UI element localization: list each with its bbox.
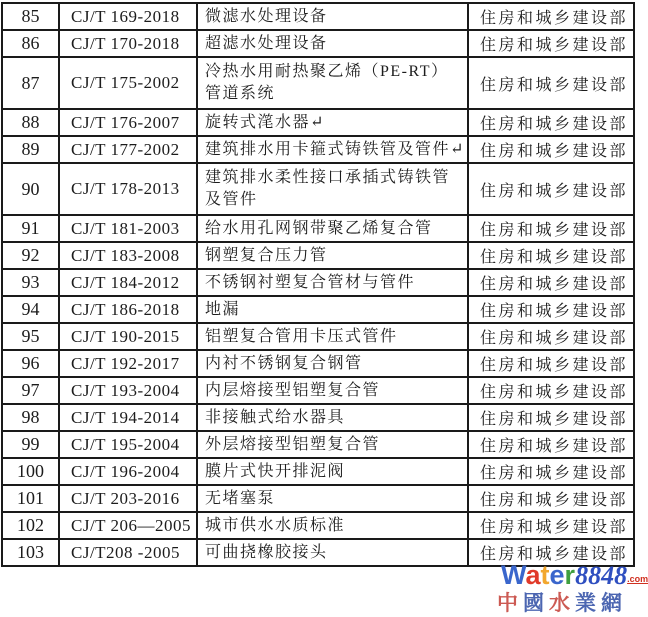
standard-code-cell: CJ/T 203-2016: [59, 485, 197, 512]
table-row: [2, 30, 634, 57]
table-row: [2, 3, 634, 30]
row-number-cell: 101: [2, 485, 59, 512]
authority-cell: 住房和城乡建设部: [468, 3, 634, 30]
table-row: [2, 350, 634, 377]
watermark-logo-letter: e: [549, 560, 565, 590]
watermark-overlay-char: 國: [523, 591, 549, 615]
table-row: [2, 109, 634, 136]
row-number-cell: 89: [2, 136, 59, 163]
authority-cell: 住房和城乡建设部: [468, 136, 634, 163]
row-number-cell: 86: [2, 30, 59, 57]
standard-code-cell: CJ/T 192-2017: [59, 350, 197, 377]
standard-code-cell: CJ/T 175-2002: [59, 57, 197, 109]
scanned-standards-page: [0, 2, 648, 615]
standard-code-cell: CJ/T 183-2008: [59, 242, 197, 269]
authority-cell: 住房和城乡建设部: [468, 539, 634, 566]
standard-code-cell: CJ/T 193-2004: [59, 377, 197, 404]
authority-cell: 住房和城乡建设部: [468, 30, 634, 57]
row-number-cell: 100: [2, 458, 59, 485]
watermark-logo-letter: r: [564, 560, 576, 590]
standard-name-cell: 城市供水水质标准: [197, 512, 468, 539]
standard-code-cell: CJ/T 195-2004: [59, 431, 197, 458]
standard-code-cell: CJ/T 170-2018: [59, 30, 197, 57]
watermark-logo-number: 8848: [575, 561, 628, 590]
row-number-cell: 97: [2, 377, 59, 404]
table-row: [2, 404, 634, 431]
authority-cell: 住房和城乡建设部: [468, 431, 634, 458]
standard-name-cell: 建筑排水柔性接口承插式铸铁管及管件: [197, 163, 468, 215]
standard-name-cell: 不锈钢衬塑复合管材与管件: [197, 269, 468, 296]
row-number-cell: 90: [2, 163, 59, 215]
row-number-cell: 91: [2, 215, 59, 242]
watermark-overlay-char: 業: [575, 591, 601, 615]
standard-name-cell: 超滤水处理设备: [197, 30, 468, 57]
table-row: [2, 242, 634, 269]
row-number-cell: 99: [2, 431, 59, 458]
authority-cell: 住房和城乡建设部: [468, 242, 634, 269]
standard-code-cell: CJ/T 206—2005: [59, 512, 197, 539]
standard-name-cell: 内衬不锈钢复合钢管: [197, 350, 468, 377]
row-number-cell: 96: [2, 350, 59, 377]
standard-code-cell: CJ/T 186-2018: [59, 296, 197, 323]
authority-cell: 住房和城乡建设部: [468, 296, 634, 323]
table-row: [2, 512, 634, 539]
standard-name-cell: 内层熔接型铝塑复合管: [197, 377, 468, 404]
row-number-cell: 103: [2, 539, 59, 566]
table-row: [2, 57, 634, 109]
standard-code-cell: CJ/T 178-2013: [59, 163, 197, 215]
authority-cell: 住房和城乡建设部: [468, 377, 634, 404]
table-row: [2, 485, 634, 512]
standard-name-cell: 给水用孔网钢带聚乙烯复合管: [197, 215, 468, 242]
standard-name-cell: 冷热水用耐热聚乙烯（PE-RT）管道系统: [197, 57, 468, 109]
row-number-cell: 102: [2, 512, 59, 539]
standard-code-cell: CJ/T 181-2003: [59, 215, 197, 242]
standard-name-cell: 旋转式滗水器↵: [197, 109, 468, 136]
table-row: [2, 215, 634, 242]
standard-name-cell: 建筑排水用卡箍式铸铁管及管件↵: [197, 136, 468, 163]
standard-name-cell: 可曲挠橡胶接头: [197, 539, 468, 566]
standard-code-cell: CJ/T 176-2007: [59, 109, 197, 136]
watermark-overlay: [497, 587, 627, 617]
row-number-cell: 94: [2, 296, 59, 323]
standard-code-cell: CJ/T 196-2004: [59, 458, 197, 485]
standard-name-cell: 钢塑复合压力管: [197, 242, 468, 269]
standard-code-cell: CJ/T 194-2014: [59, 404, 197, 431]
authority-cell: 住房和城乡建设部: [468, 215, 634, 242]
standard-code-cell: CJ/T 177-2002: [59, 136, 197, 163]
authority-cell: 住房和城乡建设部: [468, 404, 634, 431]
table-row: [2, 431, 634, 458]
watermark-overlay-char: 網: [601, 591, 627, 615]
watermark-overlay-char: 水: [549, 591, 575, 615]
table-row: [2, 458, 634, 485]
table-row: [2, 269, 634, 296]
authority-cell: 住房和城乡建设部: [468, 57, 634, 109]
standard-code-cell: CJ/T208 -2005: [59, 539, 197, 566]
authority-cell: 住房和城乡建设部: [468, 323, 634, 350]
authority-cell: 住房和城乡建设部: [468, 458, 634, 485]
table-row: [2, 539, 634, 566]
standard-code-cell: CJ/T 169-2018: [59, 3, 197, 30]
table-row: [2, 296, 634, 323]
table-row: [2, 163, 634, 215]
row-number-cell: 92: [2, 242, 59, 269]
standards-table: [1, 2, 635, 567]
standard-name-cell: 地漏: [197, 296, 468, 323]
watermark-logo-letter: W: [501, 560, 526, 590]
table-row: [2, 136, 634, 163]
standard-name-cell: 外层熔接型铝塑复合管: [197, 431, 468, 458]
row-number-cell: 85: [2, 3, 59, 30]
row-number-cell: 93: [2, 269, 59, 296]
row-number-cell: 98: [2, 404, 59, 431]
standard-name-cell: 铝塑复合管用卡压式管件: [197, 323, 468, 350]
table-row: [2, 323, 634, 350]
watermark-logo-letter: a: [525, 560, 541, 590]
standard-name-cell: 微滤水处理设备: [197, 3, 468, 30]
standard-code-cell: CJ/T 190-2015: [59, 323, 197, 350]
authority-cell: 住房和城乡建设部: [468, 485, 634, 512]
authority-cell: 住房和城乡建设部: [468, 512, 634, 539]
standard-name-cell: 无堵塞泵: [197, 485, 468, 512]
row-number-cell: 88: [2, 109, 59, 136]
standards-table-body: [2, 3, 634, 566]
watermark-overlay-char: 中: [497, 591, 523, 615]
row-number-cell: 87: [2, 57, 59, 109]
authority-cell: 住房和城乡建设部: [468, 269, 634, 296]
authority-cell: 住房和城乡建设部: [468, 163, 634, 215]
authority-cell: 住房和城乡建设部: [468, 109, 634, 136]
table-row: [2, 377, 634, 404]
watermark-logo-letter: t: [540, 560, 550, 590]
standard-code-cell: CJ/T 184-2012: [59, 269, 197, 296]
standard-name-cell: 膜片式快开排泥阀: [197, 458, 468, 485]
watermark-logo-tld: .com: [627, 574, 648, 584]
watermark-logo-word: [501, 560, 576, 590]
standard-name-cell: 非接触式给水器具: [197, 404, 468, 431]
authority-cell: 住房和城乡建设部: [468, 350, 634, 377]
row-number-cell: 95: [2, 323, 59, 350]
